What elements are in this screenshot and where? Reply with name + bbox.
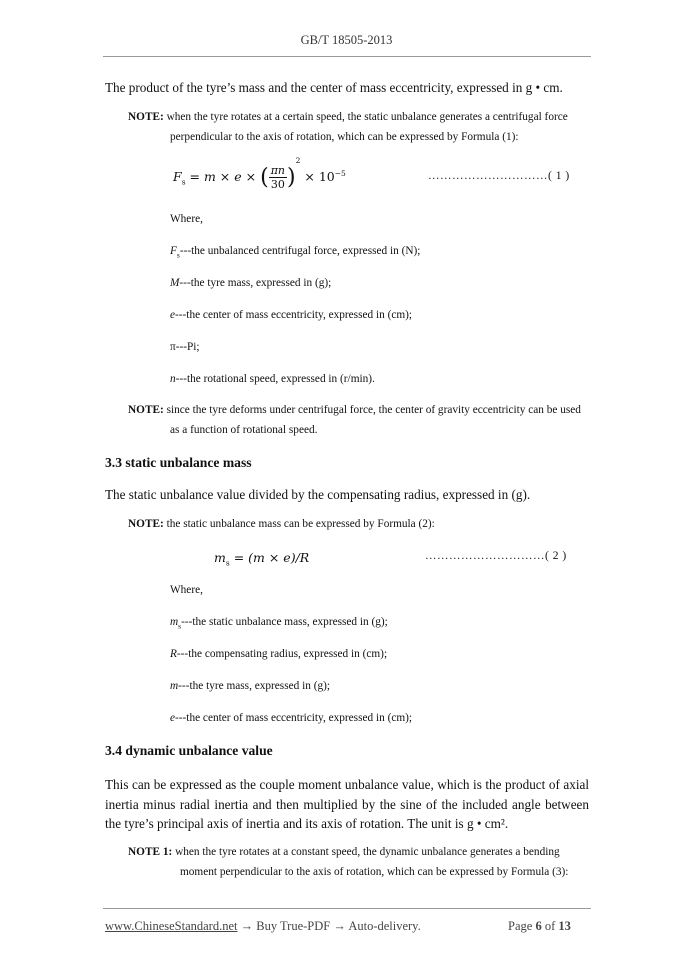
section-3-4-definition: This can be expressed as the couple moment unbalance value, which is the product of axial inertia minus radial inertia and then multiplied by the sine of the included angle between the tyre’s principal axis of inertia and its axis of rotation. The unit is g • cm². [105,777,589,831]
variable-text: ---the static unbalance mass, expressed in (g); [181,616,388,628]
formula-symbol: F [173,169,182,184]
where-label: Where, [170,584,203,596]
buy-pdf-text: Buy True-PDF [256,919,331,933]
section-heading-3-3: 3.3 static unbalance mass [105,455,252,470]
note-label: NOTE: [128,111,164,123]
variable-symbol: m [170,616,179,628]
variable-subscript: s [176,250,180,260]
section-heading-3-4: 3.4 dynamic unbalance value [105,743,273,758]
formula-fraction [269,164,287,191]
note-label: NOTE: [128,404,164,416]
note-text: since the tyre deforms under centrifugal force, the center of gravity eccentricity can be used [166,404,581,416]
auto-delivery-text: Auto-delivery. [348,919,421,933]
formula-paren-open: ( [260,165,269,190]
variable-definition [170,373,375,385]
variable-subscript: s [178,621,182,631]
note-text: the static unbalance mass can be expressed by Formula (2): [166,518,435,530]
variable-symbol: M [170,277,180,289]
arrow-right-icon: → [333,919,346,933]
variable-text: ---the rotational speed, expressed in (r/min). [175,373,375,385]
site-link[interactable]: www.ChineseStandard.net [105,919,238,933]
formula-symbol: m [214,550,226,565]
variable-symbol: m [170,680,179,692]
variable-symbol: e [170,309,176,321]
footer-rule [103,908,591,909]
formula-2-number: …………………………( 2 ) [425,550,567,562]
variable-text: ---the compensating radius, expressed in (cm); [176,648,388,660]
variable-definition [170,712,412,724]
note-text: when the tyre rotates at a certain speed, the static unbalance generates a centrifugal force [166,111,568,123]
formula-tail: × 10 [304,169,335,184]
variable-definition [170,616,388,630]
formula-expression: = (m × e)/R [233,550,310,565]
formula-subscript: s [225,558,230,568]
variable-symbol: F [170,245,177,257]
note-3-4-line2: moment perpendicular to the axis of rotation, which can be expressed by Formula (3): [180,866,569,878]
variable-definition [170,648,387,660]
note-text: when the tyre rotates at a constant speed, the dynamic unbalance generates a bending [175,846,560,858]
note-1-line2: perpendicular to the axis of rotation, which can be expressed by Formula (1): [170,131,519,143]
note-1 [128,111,568,123]
arrow-right-icon: → [240,919,254,933]
variable-text: ---the unbalanced centrifugal force, expressed in (N); [179,245,421,257]
formula-tail-exponent: −5 [334,168,346,178]
formula-subscript: s [181,177,186,187]
variable-symbol: n [170,373,176,385]
page-number: 6 [535,919,542,933]
fraction-numerator: πn [270,164,286,177]
variable-text: ---the center of mass eccentricity, expressed in (cm); [175,309,413,321]
page-header-code: GB/T 18505-2013 [300,33,393,47]
fraction-denominator: 30 [270,178,285,191]
note-3-4 [128,846,560,858]
note-3-3 [128,518,435,530]
of-word: of [544,919,556,933]
variable-text: ---Pi; [175,341,200,353]
variable-definition [170,680,330,692]
variable-text: ---the tyre mass, expressed in (g); [179,277,332,289]
variable-text: ---the center of mass eccentricity, expressed in (cm); [175,712,413,724]
footer-links [105,919,421,934]
note-2 [128,404,581,416]
page-total: 13 [558,919,571,933]
formula-1 [173,156,346,191]
formula-expression: = m × e × [189,169,257,184]
variable-definition [170,245,420,259]
header-rule [103,56,591,57]
formula-paren-close: ) [287,165,296,190]
page-indicator [508,919,571,934]
formula-1-number: …………………………( 1 ) [428,170,570,182]
variable-text: ---the tyre mass, expressed in (g); [178,680,331,692]
section-3-3-definition: The static unbalance value divided by the compensating radius, expressed in (g). [105,487,531,502]
variable-symbol: e [170,712,176,724]
variable-definition [170,341,200,353]
page-word: Page [508,919,533,933]
formula-exponent: 2 [295,156,301,165]
variable-definition [170,277,331,289]
definition-text: The product of the tyre’s mass and the center of mass eccentricity, expressed in g • cm. [105,80,563,95]
note-label: NOTE 1: [128,846,173,858]
note-label: NOTE: [128,518,164,530]
variable-definition [170,309,412,321]
variable-symbol: R [170,648,177,660]
variable-symbol: π [170,341,176,353]
formula-2 [214,550,309,568]
where-label: Where, [170,213,203,225]
note-2-line2: as a function of rotational speed. [170,424,318,436]
